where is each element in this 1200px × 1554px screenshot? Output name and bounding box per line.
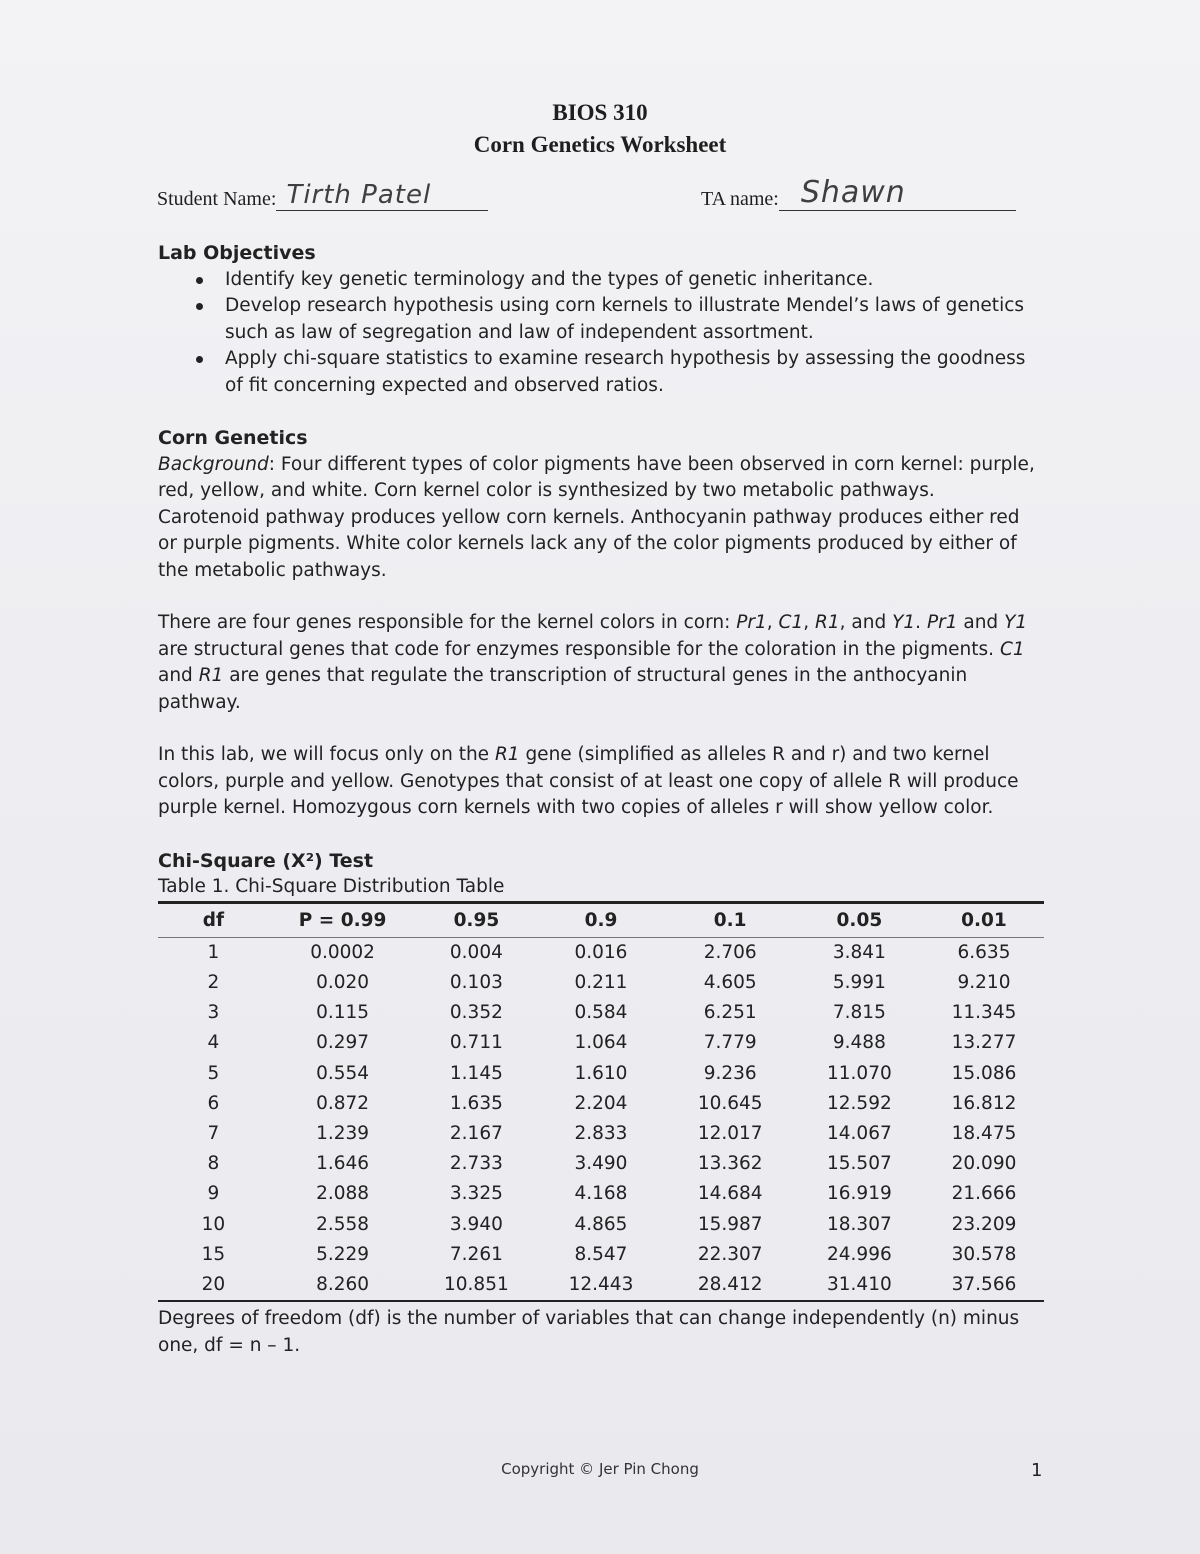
column-header: P = 0.99	[269, 902, 417, 938]
value-cell: 0.016	[574, 941, 628, 963]
df-cell: 5	[207, 1062, 220, 1084]
table-row	[158, 998, 1044, 1028]
column-header: 0.9	[536, 902, 665, 938]
value-cell: 6.635	[957, 941, 1011, 963]
ta-name-line	[779, 175, 1016, 211]
value-cell: 28.412	[697, 1273, 763, 1295]
gene-name: C1	[999, 638, 1025, 660]
value-cell: 10.851	[444, 1273, 509, 1295]
focus-text: gene (simplified as alleles R and r) and two kernel colors, purple and yellow. Genotypes that consist of at least one copy of allele R will produce purple kernel. Homozygous corn kernels with two copies of alleles r will show yellow color.	[158, 744, 1019, 818]
value-cell: 9.488	[832, 1032, 886, 1054]
focus-paragraph	[158, 742, 1038, 822]
df-cell: 20	[201, 1273, 226, 1295]
table-row	[158, 1059, 1044, 1089]
column-header: df	[158, 902, 269, 938]
df-cell: 2	[207, 972, 220, 994]
document-title: Corn Genetics Worksheet	[473, 132, 727, 157]
genes-text: and	[158, 665, 199, 686]
value-cell: 7.261	[449, 1243, 503, 1265]
focus-text: In this lab, we will focus only on the	[158, 744, 495, 765]
worksheet-content	[158, 240, 1038, 1359]
objective-item: Develop research hypothesis using corn kernels to illustrate Mendel’s laws of genetics such as law of segregation and law of independent assortment.	[225, 293, 1038, 346]
table-row	[158, 1029, 1044, 1059]
value-cell: 0.297	[316, 1032, 370, 1054]
value-cell: 37.566	[951, 1273, 1017, 1295]
genes-text: There are four genes responsible for the kernel colors in corn:	[158, 612, 737, 633]
df-cell: 8	[207, 1153, 220, 1175]
value-cell: 5.229	[316, 1243, 370, 1265]
value-cell: 1.646	[316, 1153, 370, 1175]
value-cell: 3.490	[574, 1153, 628, 1175]
corn-genetics-section	[158, 425, 1038, 822]
genes-text: ,	[766, 612, 779, 633]
value-cell: 0.554	[316, 1062, 370, 1084]
column-header: 0.01	[924, 902, 1044, 938]
value-cell: 3.325	[449, 1183, 503, 1205]
genes-text: , and	[839, 612, 893, 633]
ta-name-label: TA name:	[701, 188, 779, 210]
genes-text: and	[957, 612, 1005, 633]
gene-name: R1	[815, 612, 840, 633]
lab-objectives-section	[158, 240, 1038, 399]
value-cell: 7.815	[832, 1002, 886, 1024]
value-cell: 1.610	[574, 1062, 628, 1084]
value-cell: 30.578	[951, 1243, 1017, 1265]
value-cell: 13.362	[697, 1153, 763, 1175]
value-cell: 2.558	[316, 1213, 370, 1235]
page-number: 1	[1031, 1460, 1043, 1481]
value-cell: 6.251	[703, 1002, 757, 1024]
value-cell: 0.020	[316, 972, 370, 994]
genes-paragraph	[158, 610, 1038, 716]
df-cell: 7	[207, 1122, 220, 1144]
value-cell: 16.812	[951, 1092, 1017, 1114]
chi-square-section	[158, 848, 1038, 1360]
value-cell: 0.584	[574, 1002, 628, 1024]
table-caption: Table 1. Chi-Square Distribution Table	[158, 876, 505, 897]
value-cell: 0.352	[449, 1002, 503, 1024]
value-cell: 9.236	[703, 1062, 757, 1084]
value-cell: 3.841	[832, 941, 886, 963]
lab-objectives-title: Lab Objectives	[158, 242, 316, 264]
genes-text: ,	[803, 612, 816, 633]
df-cell: 4	[207, 1032, 220, 1054]
chi-square-table	[158, 901, 1044, 1303]
value-cell: 10.645	[697, 1092, 763, 1114]
value-cell: 15.987	[697, 1213, 763, 1235]
background-paragraph	[158, 452, 1038, 585]
df-cell: 3	[207, 1002, 220, 1024]
value-cell: 4.168	[574, 1183, 628, 1205]
value-cell: 11.345	[951, 1002, 1017, 1024]
value-cell: 2.167	[449, 1122, 503, 1144]
value-cell: 0.711	[449, 1032, 503, 1054]
value-cell: 4.605	[703, 972, 757, 994]
chi-square-title: Chi-Square (X²) Test	[158, 849, 374, 872]
df-cell: 1	[207, 941, 220, 963]
table-row	[158, 1270, 1044, 1301]
student-name-line	[276, 180, 488, 211]
ta-name-field	[701, 175, 1016, 211]
gene-name: Y1	[892, 612, 916, 633]
background-label: Background	[158, 453, 269, 475]
value-cell: 12.592	[827, 1092, 892, 1114]
name-fields	[157, 172, 1032, 212]
value-cell: 0.211	[574, 972, 628, 994]
value-cell: 0.872	[316, 1092, 370, 1114]
value-cell: 31.410	[827, 1273, 892, 1295]
value-cell: 12.443	[568, 1273, 634, 1295]
value-cell: 16.919	[827, 1183, 892, 1205]
value-cell: 18.307	[827, 1213, 892, 1235]
df-cell: 15	[201, 1243, 226, 1265]
objectives-list	[158, 267, 1038, 400]
df-footnote: Degrees of freedom (df) is the number of variables that can change independently (n) minus one, df = n – 1.	[158, 1308, 1020, 1356]
value-cell: 2.833	[574, 1122, 628, 1144]
value-cell: 3.940	[449, 1213, 503, 1235]
value-cell: 18.475	[951, 1122, 1017, 1144]
value-cell: 1.635	[449, 1092, 503, 1114]
table-row	[158, 1210, 1044, 1240]
ta-name-handwritten: Shawn	[800, 175, 906, 210]
value-cell: 11.070	[827, 1062, 892, 1084]
value-cell: 8.547	[574, 1243, 628, 1265]
value-cell: 24.996	[827, 1243, 892, 1265]
gene-name: R1	[198, 665, 224, 686]
value-cell: 13.277	[951, 1032, 1017, 1054]
gene-name: C1	[778, 612, 804, 633]
objective-item: Apply chi-square statistics to examine research hypothesis by assessing the goodness of fit concerning expected and observed ratios.	[225, 346, 1038, 399]
value-cell: 15.086	[951, 1062, 1017, 1084]
table-row	[158, 1240, 1044, 1270]
df-cell: 10	[201, 1213, 226, 1235]
value-cell: 0.115	[316, 1002, 370, 1024]
background-text: : Four different types of color pigments have been observed in corn kernel: purple, red, yellow, and white. Corn kernel color is synthesized by two metabolic pathways. Carotenoid pathway produces yellow corn kernels. Anthocyanin pathway produces either red or purple pigments. White color kernels lack any of the color pigments produced by either of the metabolic pathways.	[158, 453, 1035, 581]
value-cell: 9.210	[957, 972, 1011, 994]
column-header: 0.95	[416, 902, 536, 938]
value-cell: 5.991	[832, 972, 886, 994]
value-cell: 1.239	[316, 1122, 370, 1144]
value-cell: 21.666	[951, 1183, 1017, 1205]
table-row	[158, 1180, 1044, 1210]
value-cell: 12.017	[697, 1122, 763, 1144]
value-cell: 14.067	[827, 1122, 892, 1144]
table-row	[158, 938, 1044, 969]
genes-text: are structural genes that code for enzymes responsible for the coloration in the pigments.	[158, 638, 1000, 660]
value-cell: 23.209	[951, 1213, 1017, 1235]
table-row	[158, 1149, 1044, 1179]
table-header-row	[158, 902, 1044, 938]
value-cell: 7.779	[703, 1032, 757, 1054]
value-cell: 1.145	[449, 1062, 503, 1084]
table-body	[158, 938, 1044, 1302]
student-name-field	[157, 180, 488, 211]
course-code: BIOS 310	[552, 100, 648, 125]
df-cell: 9	[207, 1183, 220, 1205]
table-row	[158, 1119, 1044, 1149]
value-cell: 4.865	[574, 1213, 628, 1235]
value-cell: 0.004	[449, 941, 503, 963]
genes-text: are genes that regulate the transcription of structural genes in the anthocyanin pathway.	[158, 665, 968, 713]
gene-name: R1	[494, 744, 520, 765]
value-cell: 2.204	[574, 1092, 628, 1114]
value-cell: 14.684	[697, 1183, 763, 1205]
copyright-footer: Copyright © Jer Pin Chong	[501, 1460, 699, 1478]
value-cell: 1.064	[574, 1032, 628, 1054]
genes-text: .	[915, 612, 927, 633]
value-cell: 2.706	[703, 941, 757, 963]
corn-genetics-title: Corn Genetics	[158, 427, 308, 449]
column-header: 0.05	[795, 902, 924, 938]
gene-name: Y1	[1004, 612, 1028, 633]
gene-name: Pr1	[926, 612, 958, 633]
value-cell: 0.103	[449, 972, 503, 994]
objective-item: Identify key genetic terminology and the types of genetic inheritance.	[225, 267, 1038, 294]
value-cell: 22.307	[697, 1243, 763, 1265]
table-row	[158, 968, 1044, 998]
student-name-handwritten: Tirth Patel	[286, 180, 432, 210]
column-header: 0.1	[666, 902, 795, 938]
value-cell: 20.090	[951, 1153, 1017, 1175]
value-cell: 0.0002	[310, 941, 375, 963]
value-cell: 8.260	[316, 1273, 370, 1295]
table-row	[158, 1089, 1044, 1119]
student-name-label: Student Name:	[157, 188, 277, 210]
value-cell: 2.733	[449, 1153, 503, 1175]
gene-name: Pr1	[736, 612, 767, 633]
df-cell: 6	[207, 1092, 220, 1114]
value-cell: 15.507	[827, 1153, 892, 1175]
document-header	[0, 98, 1200, 160]
value-cell: 2.088	[316, 1183, 370, 1205]
